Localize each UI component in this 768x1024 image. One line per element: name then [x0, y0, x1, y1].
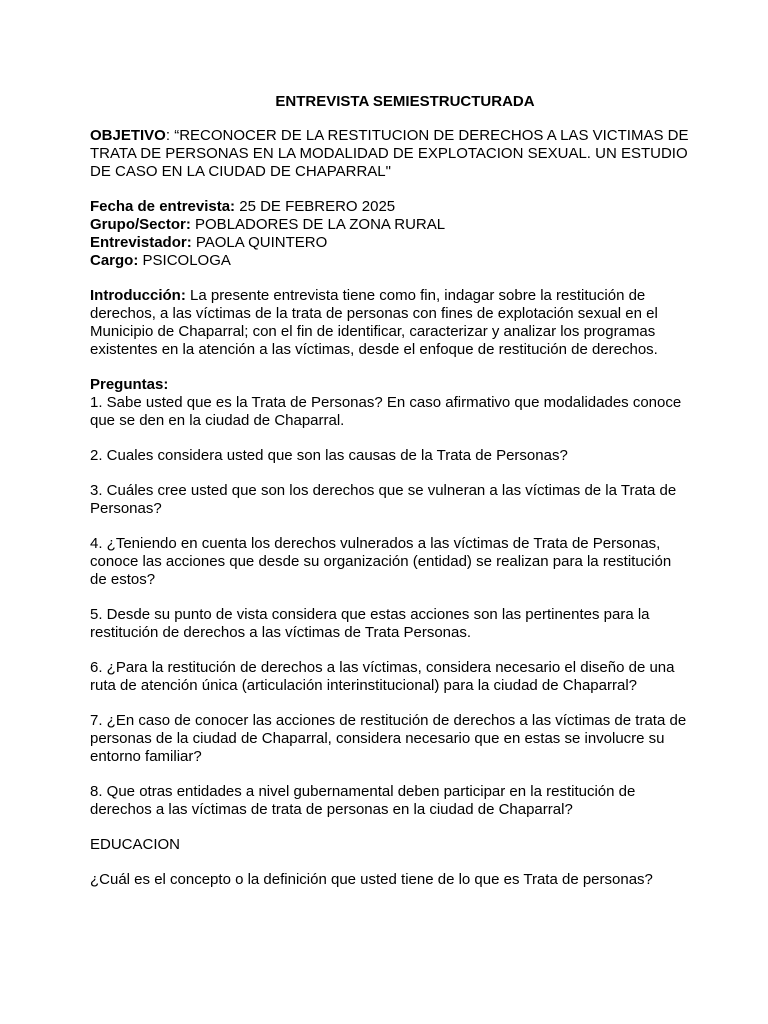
cargo-value: PSICOLOGA: [138, 252, 231, 269]
cargo-label: Cargo:: [90, 252, 139, 269]
fecha-line: [90, 198, 690, 216]
section-educacion: EDUCACION: [90, 836, 181, 853]
introduccion-text: La presente entrevista tiene como fin, indagar sobre la restitución de derechos, a las víctimas de la trata de personas con fines de explotación sexual en el Municipio de Chaparral; con el fin de identificar, caracterizar y analizar los programas existentes en la atención a las víctimas, desde el enfoque de restitución de derechos.: [90, 287, 658, 358]
grupo-line: [90, 216, 690, 234]
entrevistador-value: PAOLA QUINTERO: [191, 234, 328, 251]
introduccion-label: Introducción:: [90, 287, 186, 304]
grupo-value: POBLADORES DE LA ZONA RURAL: [190, 216, 446, 233]
pregunta-4: 4. ¿Teniendo en cuenta los derechos vulnerados a las víctimas de Trata de Personas, conoce las acciones que desde su organización (entidad) se realizan para la restitución de estos?: [90, 535, 672, 588]
document-title: ENTREVISTA SEMIESTRUCTURADA: [275, 93, 535, 110]
cargo-line: [90, 252, 690, 270]
pregunta-7: 7. ¿En caso de conocer las acciones de restitución de derechos a las víctimas de trata de personas de la ciudad de Chaparral, considera necesario que en estas se involucre su entorno familiar?: [90, 712, 687, 765]
pregunta-1: 1. Sabe usted que es la Trata de Personas? En caso afirmativo que modalidades conoce que se den en la ciudad de Chaparral.: [90, 394, 682, 429]
pregunta-8: 8. Que otras entidades a nivel gubernamental deben participar en la restitución de derechos a las víctimas de trata de personas en la ciudad de Chaparral?: [90, 783, 636, 818]
pregunta-2: 2. Cuales considera usted que son las causas de la Trata de Personas?: [90, 447, 568, 464]
objetivo-label: OBJETIVO: [90, 127, 166, 144]
document-page: [90, 93, 690, 889]
fecha-label: Fecha de entrevista:: [90, 198, 236, 215]
grupo-label: Grupo/Sector:: [90, 216, 191, 233]
entrevistador-line: [90, 234, 690, 252]
objetivo-text: : “RECONOCER DE LA RESTITUCION DE DERECHOS A LAS VICTIMAS DE TRATA DE PERSONAS EN LA MODALIDAD DE EXPLOTACION SEXUAL. UN ESTUDIO DE CASO EN LA CIUDAD DE CHAPARRAL": [90, 127, 689, 180]
pregunta-5: 5. Desde su punto de vista considera que estas acciones son las pertinentes para la restitución de derechos a las víctimas de Trata Personas.: [90, 606, 650, 641]
pregunta-educacion: ¿Cuál es el concepto o la definición que usted tiene de lo que es Trata de personas?: [90, 871, 653, 888]
pregunta-6: 6. ¿Para la restitución de derechos a las víctimas, considera necesario el diseño de una ruta de atención única (articulación interinstitucional) para la ciudad de Chaparral?: [90, 659, 675, 694]
objetivo-paragraph: [90, 127, 690, 181]
fecha-value: 25 DE FEBRERO 2025: [235, 198, 396, 215]
entrevistador-label: Entrevistador:: [90, 234, 192, 251]
preguntas-heading: [90, 376, 690, 394]
introduccion-paragraph: [90, 287, 690, 359]
preguntas-label: Preguntas:: [90, 376, 169, 393]
pregunta-3: 3. Cuáles cree usted que son los derechos que se vulneran a las víctimas de la Trata de Personas?: [90, 482, 677, 517]
